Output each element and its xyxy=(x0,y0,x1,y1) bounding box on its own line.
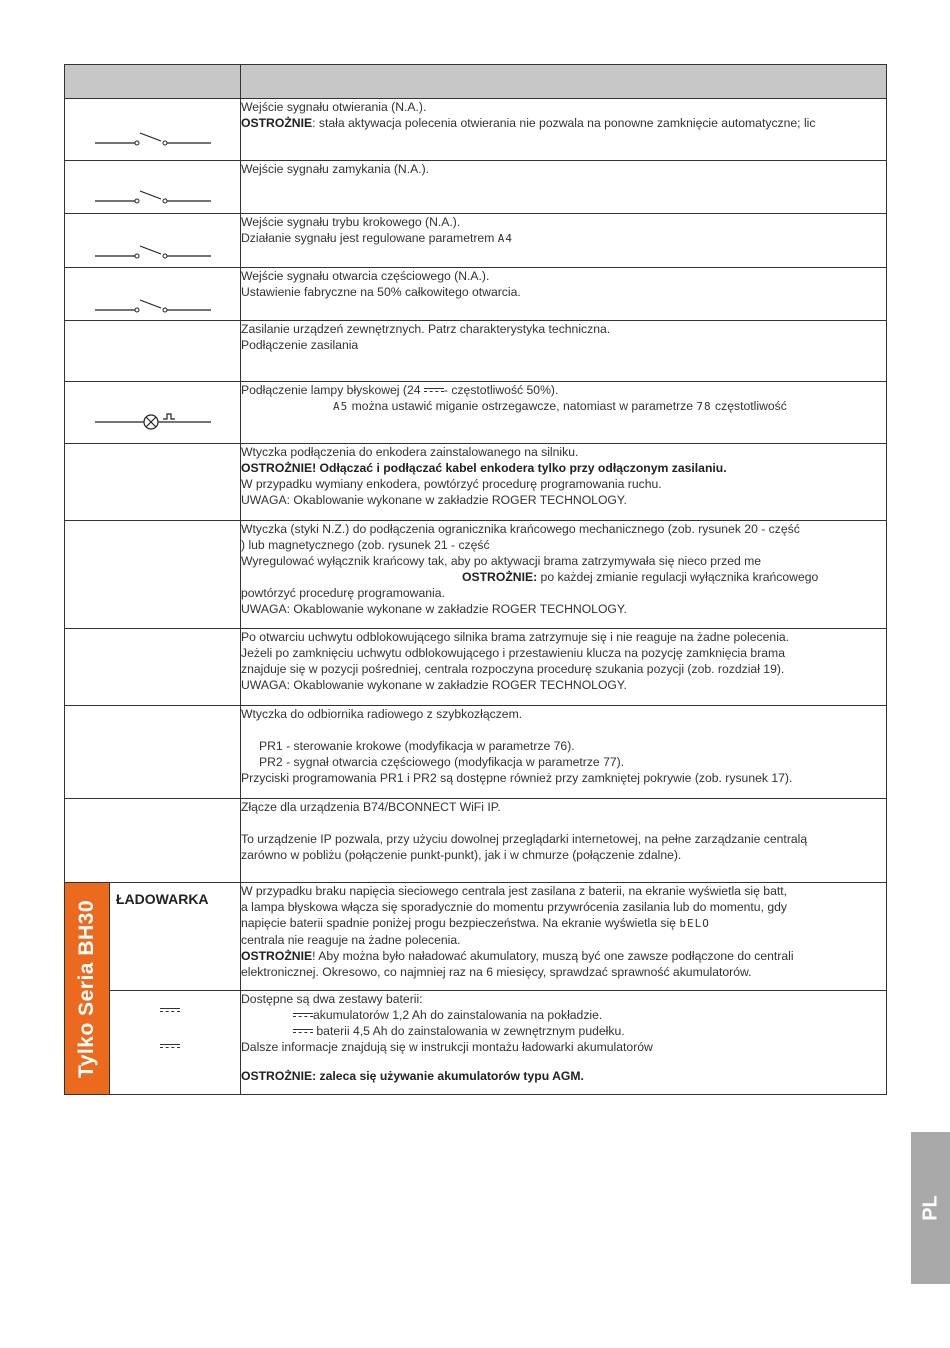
side-label-text: Tylko Seria BH30 xyxy=(75,899,98,1078)
symbol-cell xyxy=(65,99,241,161)
switch-no-icon xyxy=(95,131,211,147)
description-cell xyxy=(241,214,887,268)
desc-line: Po otwarciu uchwytu odblokowującego silnika brama zatrzymuje się i nie reaguje na żadne polecenia. xyxy=(241,630,790,644)
table-row xyxy=(65,883,887,991)
spacer xyxy=(241,1055,886,1068)
desc-text: ! Aby można było naładować akumulatory, muszą być one zawsze podłączone do centrali xyxy=(312,949,794,963)
symbol-cell xyxy=(65,444,241,521)
description-cell xyxy=(241,321,887,382)
dc-symbol-icon xyxy=(293,1013,313,1019)
symbol-cell xyxy=(65,268,241,321)
desc-line: Wyregulować wyłącznik krańcowy tak, aby po aktywacji brama zatrzymywała się nieco przed me xyxy=(241,554,762,568)
desc-line: Podłączenie zasilania xyxy=(241,338,359,352)
desc-line: Przyciski programowania PR1 i PR2 są dostępne również przy zamkniętej pokrywie (zob. rysunek 17). xyxy=(241,771,793,785)
desc-line xyxy=(241,948,886,964)
description-cell xyxy=(241,99,887,161)
spacer xyxy=(241,815,886,831)
desc-line: ) lub magnetycznego (zob. rysunek 21 - część xyxy=(241,538,490,552)
desc-text: baterii 4,5 Ah do zainstalowania w zewnętrznym pudełku. xyxy=(313,1024,625,1038)
switch-no-icon xyxy=(95,189,211,205)
desc-line: UWAGA: Okablowanie wykonane w zakładzie ROGER TECHNOLOGY. xyxy=(241,602,627,616)
table-row xyxy=(65,321,887,382)
header-cell-description xyxy=(241,65,887,99)
desc-text: napięcie baterii spadnie poniżej progu bezpieczeństwa. Na ekranie wyświetla się xyxy=(241,916,680,930)
terminal-table xyxy=(64,64,887,1095)
desc-line xyxy=(241,398,886,415)
dc-symbol-icon xyxy=(293,1029,313,1035)
description-cell xyxy=(241,799,887,883)
desc-line xyxy=(241,460,886,476)
desc-line xyxy=(241,1068,886,1084)
description-cell xyxy=(241,161,887,214)
symbol-cell xyxy=(65,321,241,382)
symbol-cell xyxy=(65,629,241,706)
desc-line: W przypadku braku napięcia sieciowego centrala jest zasilana z baterii, na ekranie wyświetla się batt, xyxy=(241,884,788,898)
desc-line: Złącze dla urządzenia B74/BCONNECT WiFi IP. xyxy=(241,800,501,814)
desc-line: elektronicznej. Okresowo, co najmniej raz na 6 miesięcy, sprawdzać sprawność akumulatorów. xyxy=(241,965,752,979)
table-row xyxy=(65,706,887,799)
desc-line: Dalsze informacje znajdują się w instrukcji montażu ładowarki akumulatorów xyxy=(241,1040,653,1054)
desc-line: Zasilanie urządzeń zewnętrznych. Patrz charakterystyka techniczna. xyxy=(241,322,611,336)
desc-text: Działanie sygnału jest regulowane parametrem xyxy=(241,231,498,245)
table-row xyxy=(65,521,887,629)
desc-line: Wtyczka do odbiornika radiowego z szybkozłączem. xyxy=(241,707,523,721)
header-cell-symbol xyxy=(65,65,241,99)
language-tab-label: PL xyxy=(919,1195,941,1221)
desc-text: : stała aktywacja polecenia otwierania nie pozwala na ponowne zamknięcie automatyczne; lic xyxy=(312,116,816,130)
desc-line: PR1 - sterowanie krokowe (modyfikacja w parametrze 76). xyxy=(259,739,575,753)
description-cell xyxy=(241,268,887,321)
warning-label: OSTROŻNIE xyxy=(241,949,313,963)
desc-line xyxy=(241,382,886,398)
symbol-cell xyxy=(65,161,241,214)
symbol-cell xyxy=(65,214,241,268)
description-cell xyxy=(241,883,887,991)
symbol-cell xyxy=(65,382,241,444)
desc-line xyxy=(241,1023,886,1039)
dc-symbol-icon xyxy=(424,388,444,394)
lamp-icon xyxy=(95,410,211,430)
desc-line: Dostępne są dwa zestawy baterii: xyxy=(241,992,423,1006)
parameter-code: 78 xyxy=(696,400,712,413)
table-row xyxy=(65,268,887,321)
desc-line: Wejście sygnału zamykania (N.A.). xyxy=(241,162,430,176)
table-row xyxy=(65,991,887,1095)
charger-label: ŁADOWARKA xyxy=(116,891,209,907)
desc-line xyxy=(241,569,886,585)
symbol-cell xyxy=(65,521,241,629)
desc-line xyxy=(241,915,886,932)
warning-label: OSTROŻNIE! Odłączać i podłączać kabel enkodera tylko przy odłączonym zasilaniu. xyxy=(241,461,727,475)
parameter-code: A4 xyxy=(497,232,513,245)
desc-line: Jeżeli po zamknięciu uchwytu odblokowującego i przestawieniu klucza na pozycję zamknięcia brama xyxy=(241,646,785,660)
description-cell xyxy=(241,991,887,1095)
description-cell xyxy=(241,444,887,521)
symbol-cell xyxy=(110,991,241,1095)
desc-line: Ustawienie fabryczne na 50% całkowitego otwarcia. xyxy=(241,285,521,299)
desc-line: zarówno w pobliżu (połączenie punkt-punkt), jak i w chmurze (połączenie zdalne). xyxy=(241,848,682,862)
switch-no-icon xyxy=(95,244,211,260)
table-row xyxy=(65,444,887,521)
warning-label: OSTROŻNIE: zaleca się używanie akumulatorów typu AGM. xyxy=(241,1069,584,1083)
language-tab xyxy=(911,1132,950,1284)
desc-line: PR2 - sygnał otwarcia częściowego (modyfikacja w parametrze 77). xyxy=(259,755,625,769)
table-row xyxy=(65,629,887,706)
desc-text: akumulatorów 1,2 Ah do zainstalowania na pokładzie. xyxy=(313,1008,603,1022)
desc-line: W przypadku wymiany enkodera, powtórzyć procedurę programowania ruchu. xyxy=(241,477,662,491)
desc-line: Wejście sygnału otwarcia częściowego (N.A.). xyxy=(241,269,490,283)
desc-text: Podłączenie lampy błyskowej (24 xyxy=(241,383,424,397)
warning-label: OSTROŻNIE xyxy=(241,116,313,130)
symbol-cell xyxy=(110,883,241,991)
table-row xyxy=(65,382,887,444)
spacer xyxy=(241,722,886,738)
description-cell xyxy=(241,521,887,629)
desc-line: centrala nie reaguje na żadne polecenia. xyxy=(241,933,461,947)
description-cell xyxy=(241,706,887,799)
switch-no-icon xyxy=(95,298,211,314)
desc-line: Wejście sygnału trybu krokowego (N.A.). xyxy=(241,215,461,229)
table-row xyxy=(65,161,887,214)
desc-line: a lampa błyskowa włącza się sporadycznie do momentu przywrócenia zasilania lub do momentu, gdy xyxy=(241,900,787,914)
table-row xyxy=(65,799,887,883)
desc-text: - częstotliwość 50%). xyxy=(443,383,559,397)
parameter-code: A5 xyxy=(333,400,349,413)
desc-text: częstotliwość xyxy=(711,399,787,413)
parameter-code: bELO xyxy=(679,917,710,930)
desc-line: Wtyczka podłączenia do enkodera zainstalowanego na silniku. xyxy=(241,445,579,459)
desc-line xyxy=(241,230,886,247)
table-row xyxy=(65,214,887,268)
description-cell xyxy=(241,382,887,444)
desc-line: znajduje się w pozycji pośredniej, centrala rozpoczyna procedurę szukania pozycji (zob. rozdział 19). xyxy=(241,662,785,676)
symbol-cell xyxy=(65,799,241,883)
desc-line: To urządzenie IP pozwala, przy użyciu dowolnej przeglądarki internetowej, na pełne zarządzanie centralą xyxy=(241,832,808,846)
desc-line: Wejście sygnału otwierania (N.A.). xyxy=(241,100,427,114)
table-row xyxy=(65,99,887,161)
desc-text: można ustawić miganie ostrzegawcze, natomiast w parametrze xyxy=(348,399,697,413)
description-cell xyxy=(241,629,887,706)
desc-line xyxy=(241,1007,886,1023)
desc-text: po każdej zmianie regulacji wyłącznika krańcowego xyxy=(537,570,819,584)
warning-label: OSTROŻNIE: xyxy=(462,570,538,584)
desc-line: powtórzyć procedurę programowania. xyxy=(241,586,445,600)
desc-line xyxy=(241,115,886,131)
desc-line: UWAGA: Okablowanie wykonane w zakładzie ROGER TECHNOLOGY. xyxy=(241,493,627,507)
series-side-label xyxy=(65,883,110,1095)
dc-symbol-icon xyxy=(160,1008,180,1014)
desc-line: Wtyczka (styki N.Z.) do podłączenia ogranicznika krańcowego mechanicznego (zob. rysunek 20 - część xyxy=(241,522,800,536)
dc-symbol-icon xyxy=(160,1044,180,1050)
symbol-cell xyxy=(65,706,241,799)
desc-line: UWAGA: Okablowanie wykonane w zakładzie ROGER TECHNOLOGY. xyxy=(241,678,627,692)
